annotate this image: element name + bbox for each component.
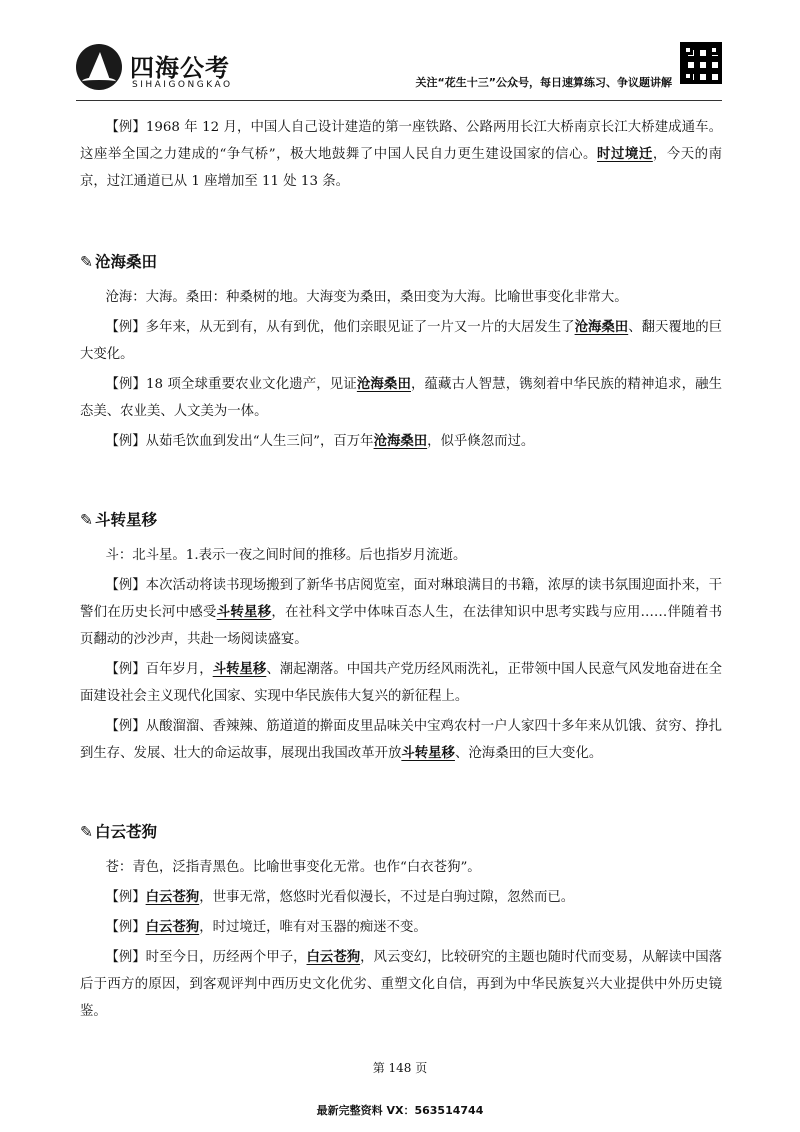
- qr-code-icon: [680, 42, 722, 84]
- footer-contact: 最新完整资料 VX：563514744: [316, 1104, 484, 1117]
- logo-text: 四海公考: [130, 54, 230, 82]
- entry-title: ✎ 斗转星移: [80, 511, 158, 529]
- intro-example: 【例】1968 年 12 月，中国人自己设计建造的第一座铁路、公路两用长江大桥南京长江大桥建成通车。这座举全国之力建成的“争气桥”，极大地鼓舞了中国人民自力更生建设国家的信心。时过境迁，今天的南京，过江通道已从 1 座增加至 11 处 13 条。: [80, 120, 723, 189]
- keyword-highlight: 斗转星移: [401, 745, 455, 761]
- entry-definition: 斗：北斗星。1.表示一夜之间时间的推移。后也指岁月流逝。: [105, 548, 467, 563]
- keyword-highlight: 沧海桑田: [574, 319, 629, 335]
- keyword-highlight: 白云苍狗: [145, 919, 200, 935]
- header-divider: [76, 100, 722, 101]
- sailboat-logo-icon: [76, 44, 122, 90]
- entry-example: 【例】白云苍狗，时过境迁，唯有对玉器的痴迷不变。: [105, 919, 427, 935]
- keyword-highlight: 白云苍狗: [145, 889, 200, 905]
- header-note: 关注“花生十三”公众号，每日速算练习、争议题讲解: [415, 76, 672, 89]
- keyword-highlight: 沧海桑田: [356, 376, 411, 392]
- entry-example: 【例】多年来，从无到有，从有到优，他们亲眼见证了一片又一片的大居发生了沧海桑田、翻天覆地的巨大变化。: [80, 319, 723, 362]
- logo-subtext: SIHAIGONGKAO: [132, 80, 233, 90]
- pen-icon: ✎: [80, 253, 93, 271]
- entry-example: 【例】从茹毛饮血到发出“人生三问”，百万年沧海桑田，似乎倏忽而过。: [105, 433, 535, 449]
- keyword-highlight: 时过境迁: [597, 146, 653, 162]
- entry-example: 【例】时至今日，历经两个甲子，白云苍狗，风云变幻，比较研究的主题也随时代而变易，从解读中国落后于西方的原因，到客观评判中西历史文化优劣、重塑文化自信，再到为中华民族复兴大业提供中外历史镜鉴。: [80, 949, 723, 1019]
- page-header: [76, 40, 722, 98]
- keyword-highlight: 沧海桑田: [373, 433, 428, 449]
- entry-title: ✎ 沧海桑田: [80, 253, 158, 271]
- keyword-highlight: 斗转星移: [216, 604, 272, 620]
- keyword-highlight: 斗转星移: [212, 661, 267, 677]
- entry-example: 【例】18 项全球重要农业文化遗产，见证沧海桑田，蕴藏古人智慧，镌刻着中华民族的精神追求，融生态美、农业美、人文美为一体。: [80, 376, 723, 419]
- entry-example: 【例】从酸溜溜、香辣辣、筋道道的擀面皮里品味关中宝鸡农村一户人家四十多年来从饥饿、贫穷、挣扎到生存、发展、壮大的命运故事，展现出我国改革开放斗转星移、沧海桑田的巨大变化。: [80, 719, 722, 761]
- entry-definition: 沧海：大海。桑田：种桑树的地。大海变为桑田，桑田变为大海。比喻世事变化非常大。: [105, 290, 628, 305]
- pen-icon: ✎: [80, 511, 93, 529]
- keyword-highlight: 白云苍狗: [306, 949, 361, 965]
- pen-icon: ✎: [80, 823, 93, 841]
- entry-example: 【例】百年岁月，斗转星移、潮起潮落。中国共产党历经风雨洗礼，正带领中国人民意气风发地奋进在全面建设社会主义现代化国家、实现中华民族伟大复兴的新征程上。: [80, 661, 723, 704]
- entry-definition: 苍：青色，泛指青黑色。比喻世事变化无常。也作“白衣苍狗”。: [105, 860, 481, 875]
- entry-example: 【例】本次活动将读书现场搬到了新华书店阅览室，面对琳琅满目的书籍，浓厚的读书氛围迎面扑来，干警们在历史长河中感受斗转星移，在社科文学中体味百态人生，在法律知识中思考实践与应用……伴随着书页翻动的沙沙声，共赴一场阅读盛宴。: [80, 578, 723, 647]
- entry-title: ✎ 白云苍狗: [80, 823, 158, 841]
- entry-example: 【例】白云苍狗，世事无常，悠悠时光看似漫长，不过是白驹过隙，忽然而已。: [105, 889, 575, 905]
- page-number: 第 148 页: [372, 1061, 428, 1075]
- page-content: [80, 114, 722, 1025]
